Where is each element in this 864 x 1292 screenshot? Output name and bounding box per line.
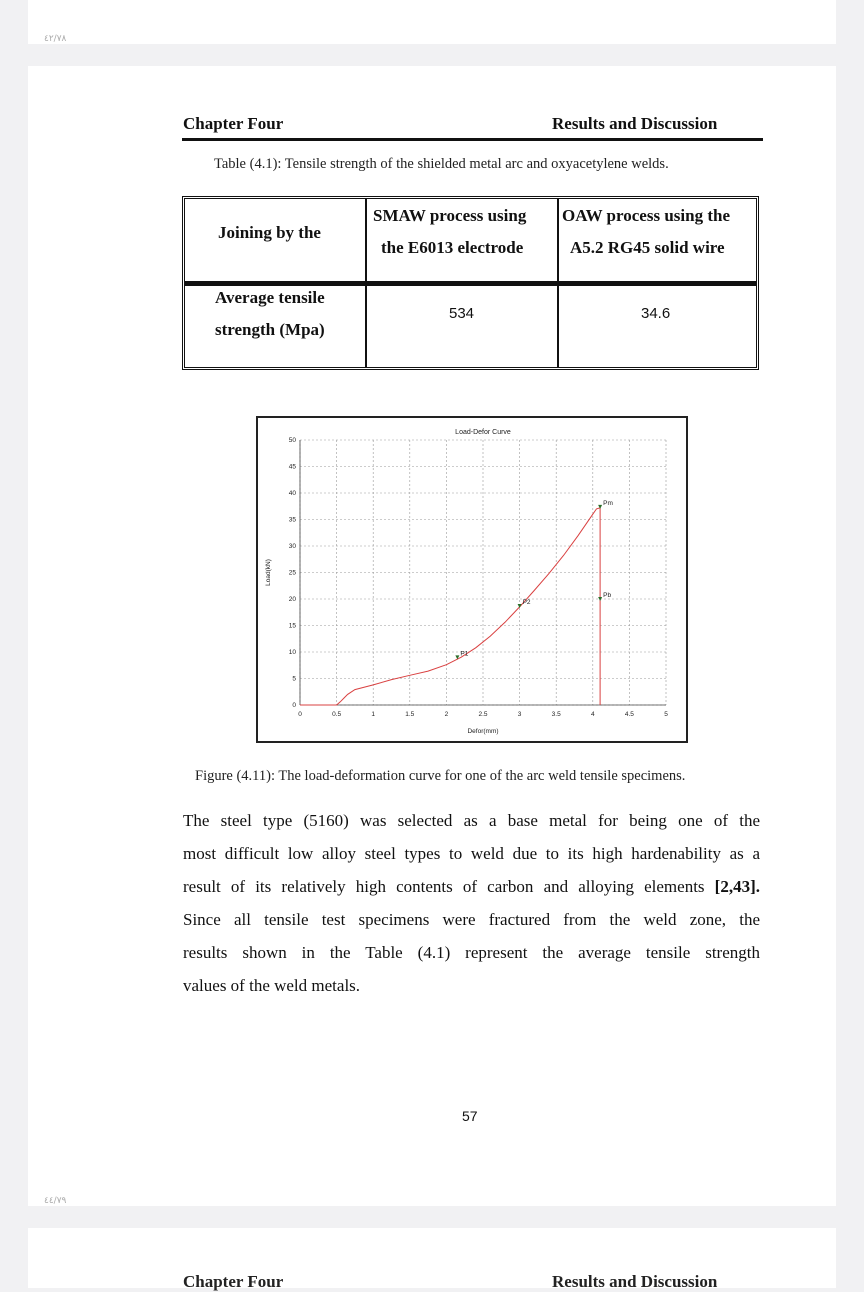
col-header-smaw-line1: SMAW process using [373,206,527,225]
x-tick-label: 0.5 [332,711,342,718]
x-tick-label: 1 [371,711,376,718]
row-header-joining: Joining by the [218,223,321,242]
y-tick-label: 25 [288,569,296,577]
next-page-chapter-header: Chapter Four [183,1272,284,1291]
citation: [2,43]. [714,877,760,896]
next-page-section-header: Results and Discussion [552,1272,718,1291]
table-caption: Table (4.1): Tensile strength of the shielded metal arc and oxyacetylene welds. [214,156,669,172]
col-header-smaw-line2: the E6013 electrode [381,238,524,257]
x-tick-label: 1.5 [405,711,415,718]
y-tick-label: 30 [288,543,296,550]
y-tick-label: 20 [288,596,296,603]
paragraph-line: results shown in the Table (4.1) represent the average tensile strength [183,943,760,962]
y-tick-label: 15 [288,622,296,630]
header-rule [182,138,763,141]
x-tick-label: 3 [517,711,522,718]
tensile-strength-table [182,196,759,370]
body-paragraph [183,804,760,1002]
y-tick-label: 45 [288,463,296,471]
chapter-header: Chapter Four [183,114,284,133]
y-tick-label: 40 [288,490,296,497]
point-marker-label: P2 [522,598,531,606]
x-tick-label: 4.5 [624,711,634,718]
col-header-oaw-line2: A5.2 RG45 solid wire [570,238,725,257]
previous-page-bottom [28,0,836,44]
y-tick-label: 10 [288,649,296,656]
chart-canvas [258,418,686,741]
figure-caption: Figure (4.11): The load-deformation curve for one of the arc weld tensile specimens. [195,768,686,784]
point-marker-label: Pm [603,499,613,507]
page-indicator-bottom: ٤٤/٧٩ [44,1196,67,1206]
page-number: 57 [462,1108,478,1124]
x-tick-label: 3.5 [551,711,561,718]
point-marker-label: Pb [603,592,612,600]
paragraph-line [183,870,760,903]
load-curve-line [300,508,600,705]
table-row-divider [185,281,756,286]
point-marker-label: P1 [460,650,469,658]
x-tick-label: 2 [444,711,449,718]
y-tick-label: 50 [288,437,296,444]
paragraph-line: most difficult low alloy steel types to weld due to its high hardenability as a [183,844,760,863]
row-header-tensile-line1: Average tensile [215,288,325,307]
oaw-tensile-value: 34.6 [641,305,671,322]
x-tick-label: 5 [664,711,668,718]
paragraph-line: The steel type (5160) was selected as a base metal for being one of the [183,811,760,830]
x-axis-label: Defor(mm) [467,728,499,735]
chart-title: Load-Defor Curve [455,429,511,436]
y-tick-label: 35 [288,516,296,524]
y-tick-label: 5 [292,675,296,683]
y-axis-label: Load(kN) [265,559,272,586]
paragraph-line: Since all tensile test specimens were fractured from the weld zone, the [183,910,760,929]
row-header-tensile-line2: strength (Mpa) [215,320,325,339]
load-deformation-chart [256,416,688,743]
smaw-tensile-value: 534 [449,305,475,322]
y-tick-label: 0 [292,702,296,709]
x-tick-label: 2.5 [478,711,488,718]
paragraph-line: values of the weld metals. [183,976,361,995]
col-header-oaw-line1: OAW process using the [562,206,730,225]
page-indicator-top: ٤٢/٧٨ [44,34,67,44]
x-tick-label: 0 [298,711,302,718]
x-tick-label: 4 [590,711,595,718]
paragraph-text: result of its relatively high contents of carbon and alloying elements [183,877,715,896]
section-header: Results and Discussion [552,114,718,133]
